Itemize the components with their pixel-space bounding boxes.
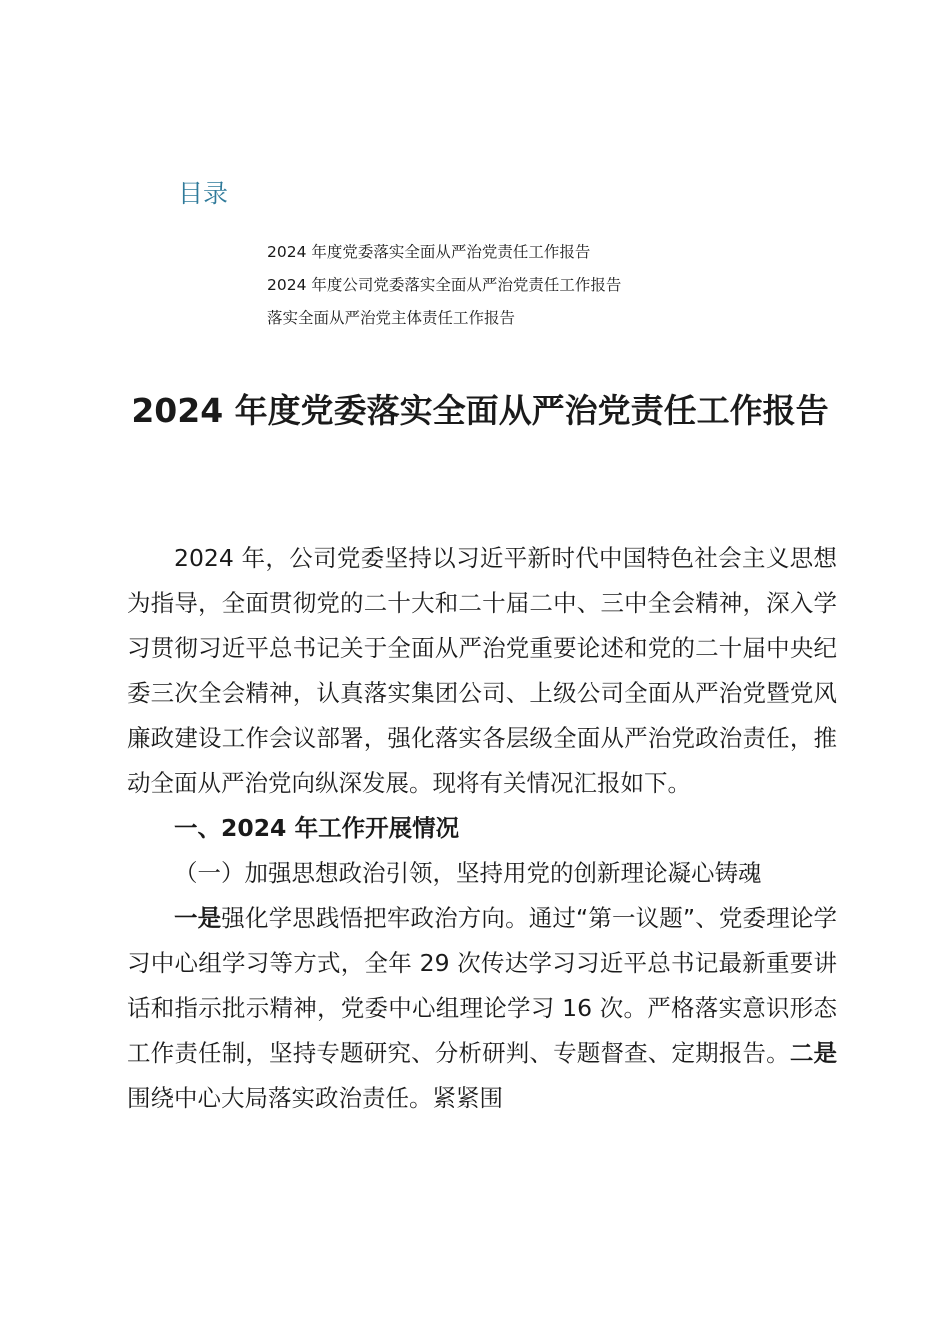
intro-paragraph: 2024 年，公司党委坚持以习近平新时代中国特色社会主义思想为指导，全面贯彻党的二十大和二十届二中、三中全会精神，深入学习贯彻习近平总书记关于全面从严治党重要论述和党的二十届中央纪委三次全会精神，认真落实集团公司、上级公司全面从严治党暨党风廉政建设工作会议部署，强化落实各层级全面从严治党政治责任，推动全面从严治党向纵深发展。现将有关情况汇报如下。 [127, 544, 837, 797]
document-body [127, 536, 837, 1121]
toc-item-3[interactable]: 落实全面从严治党主体责任工作报告 [267, 309, 516, 327]
paragraph-text-1: 强化学思践悟把牢政治方向。通过“第一议题”、党委理论学习中心组学习等方式，全年 29 次传达学习习近平总书记最新重要讲话和指示批示精神，党委中心组理论学习 16 次。严格落实意识形态工作责任制，坚持专题研究、分析研判、专题督查、定期报告。 [127, 904, 837, 1067]
subsection-heading: （一）加强思想政治引领，坚持用党的创新理论凝心铸魂 [174, 859, 762, 887]
table-of-contents [267, 236, 621, 335]
lead-phrase-1: 一是 [174, 904, 222, 932]
paragraph-text-2: 围绕中心大局落实政治责任。紧紧围 [127, 1084, 503, 1112]
section-heading: 一、2024 年工作开展情况 [174, 814, 460, 842]
body-paragraph [127, 896, 837, 1121]
toc-item-1[interactable]: 2024 年度党委落实全面从严治党责任工作报告 [267, 243, 591, 261]
document-title: 2024 年度党委落实全面从严治党责任工作报告 [131, 391, 829, 430]
toc-item-2[interactable]: 2024 年度公司党委落实全面从严治党责任工作报告 [267, 276, 622, 294]
lead-phrase-2: 二是 [789, 1039, 838, 1067]
toc-heading: 目录 [178, 179, 229, 208]
